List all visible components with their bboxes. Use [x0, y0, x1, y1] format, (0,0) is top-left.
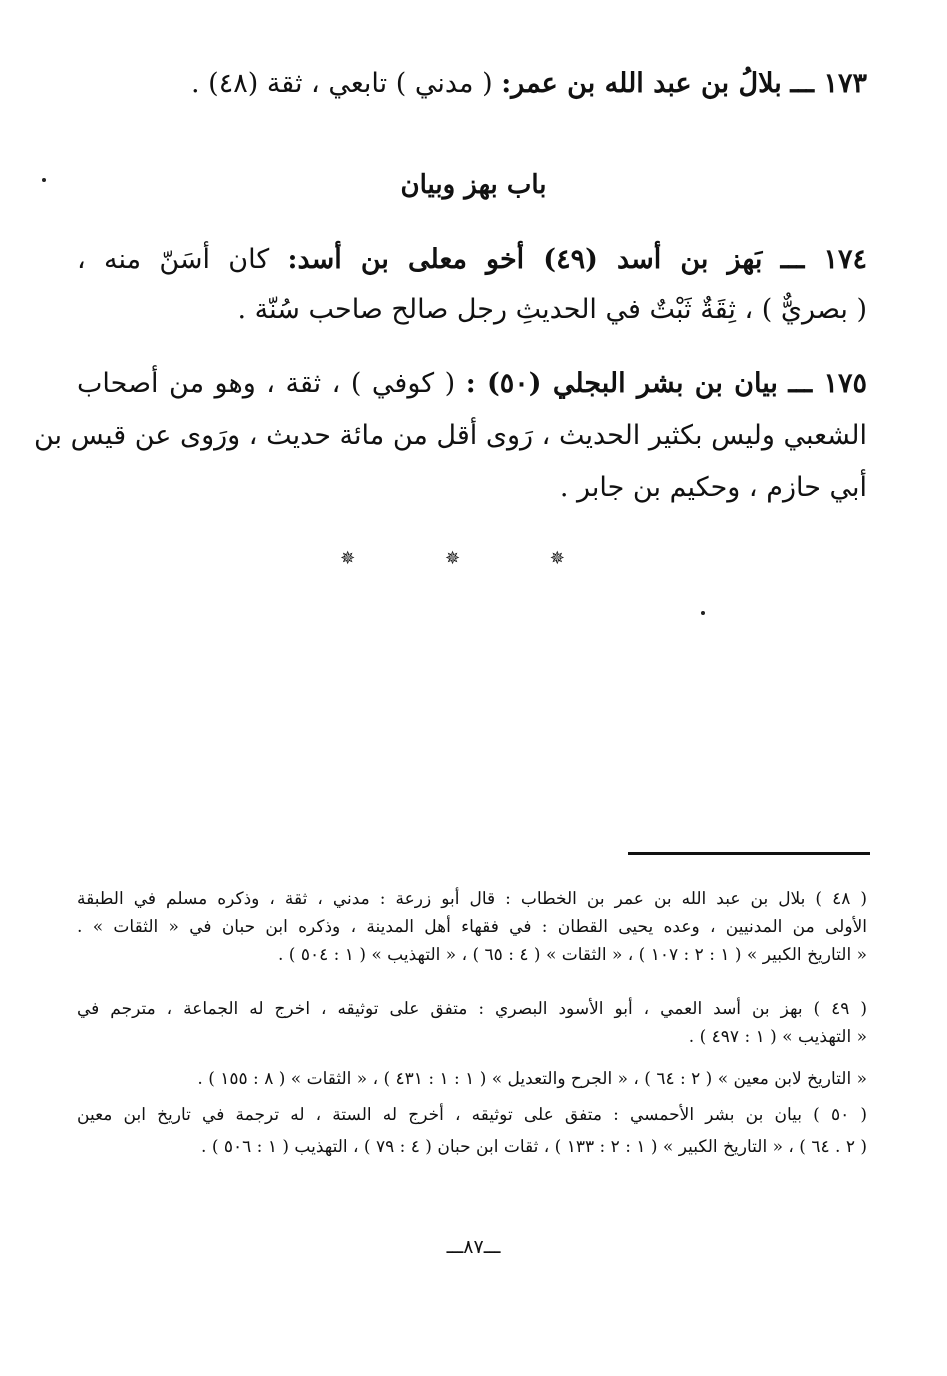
entry-174-text: كان أسَنّ منه ،: [77, 244, 270, 275]
entry-173: [191, 64, 867, 104]
entry-175-text: ( كوفي ) ، ثقة ، وهو من أصحاب: [77, 368, 456, 399]
footnote-rule: [628, 852, 870, 855]
print-speck: [701, 611, 705, 615]
footnote-49-line-2: « التهذيب » ( ١ : ٤٩٧ ) .: [688, 1027, 867, 1047]
entry-174-line-1: [77, 240, 867, 280]
footnote-50-line-1: ( ٥٠ ) بيان بن بشر الأحمسي : متفق على توثيقه ، أخرج له الستة ، له ترجمة في تاريخ ابن معين: [77, 1105, 867, 1125]
section-separator: ✵ ✵ ✵: [340, 548, 607, 569]
page-number: ـــ٨٧ـــ: [446, 1236, 501, 1258]
entry-173-name: بلالُ بن عبد الله بن عمر:: [501, 68, 782, 99]
entry-173-number: ١٧٣ ـــ: [790, 68, 867, 99]
footnote-48-line-2: الأولى من المدنيين ، وعده يحيى القطان : في فقهاء أهل المدينة ، وذكره ابن حبان في « الثقات » .: [77, 917, 867, 937]
entry-175-line-1: [77, 364, 867, 404]
footnote-48-line-1: ( ٤٨ ) بلال بن عبد الله بن عمر بن الخطاب : قال أبو زرعة : مدني ، ثقة ، وذكره مسلم في الطبقة: [77, 889, 867, 909]
footnote-49-line-3: « التاريخ لابن معين » ( ٢ : ٦٤ ) ، « الجرح والتعديل » ( ١ : ١ : ٤٣١ ) ، « الثقات » ( ٨ : ١٥٥ ) .: [197, 1069, 867, 1089]
footnote-48-line-3: « التاريخ الكبير » ( ١ : ٢ : ١٠٧ ) ، « الثقات » ( ٤ : ٦٥ ) ، « التهذيب » ( ١ : ٥٠٤ ) .: [278, 945, 867, 965]
entry-174-line-2: ( بصريٌّ ) ، ثِقَةٌ ثَبْتٌ في الحديثِ رجل صالح صاحب سُنّة .: [237, 294, 867, 325]
entry-175-line-3: أبي حازم ، وحكيم بن جابر .: [559, 472, 867, 503]
print-speck: [42, 178, 46, 182]
entry-175-name: بيان بن بشر البجلي (٥٠) :: [465, 368, 778, 399]
chapter-heading: باب بهز وبيان: [400, 170, 547, 200]
footnote-50-line-2: ( ٢ . ٦٤ ) ، « التاريخ الكبير » ( ١ : ٢ : ١٣٣ ) ، ثقات ابن حبان ( ٤ : ٧٩ ) ، التهذيب ( ١ : ٥٠٦ ) .: [201, 1137, 867, 1157]
entry-174-name: بَهز بن أسد (٤٩) أخو معلى بن أسد:: [287, 244, 763, 275]
entry-173-text: ( مدني ) تابعي ، ثقة (٤٨) .: [190, 68, 493, 99]
entry-175-number: ١٧٥ ـــ: [788, 368, 867, 399]
entry-174-number: ١٧٤ ـــ: [780, 244, 867, 275]
footnote-49-line-1: ( ٤٩ ) بهز بن أسد العمي ، أبو الأسود البصري : متفق على توثيقه ، اخرج له الجماعة ، مترجم في: [77, 999, 867, 1019]
entry-175-line-2: الشعبي وليس بكثير الحديث ، رَوى أقل من مائة حديث ، ورَوى عن قيس بن: [34, 420, 867, 451]
